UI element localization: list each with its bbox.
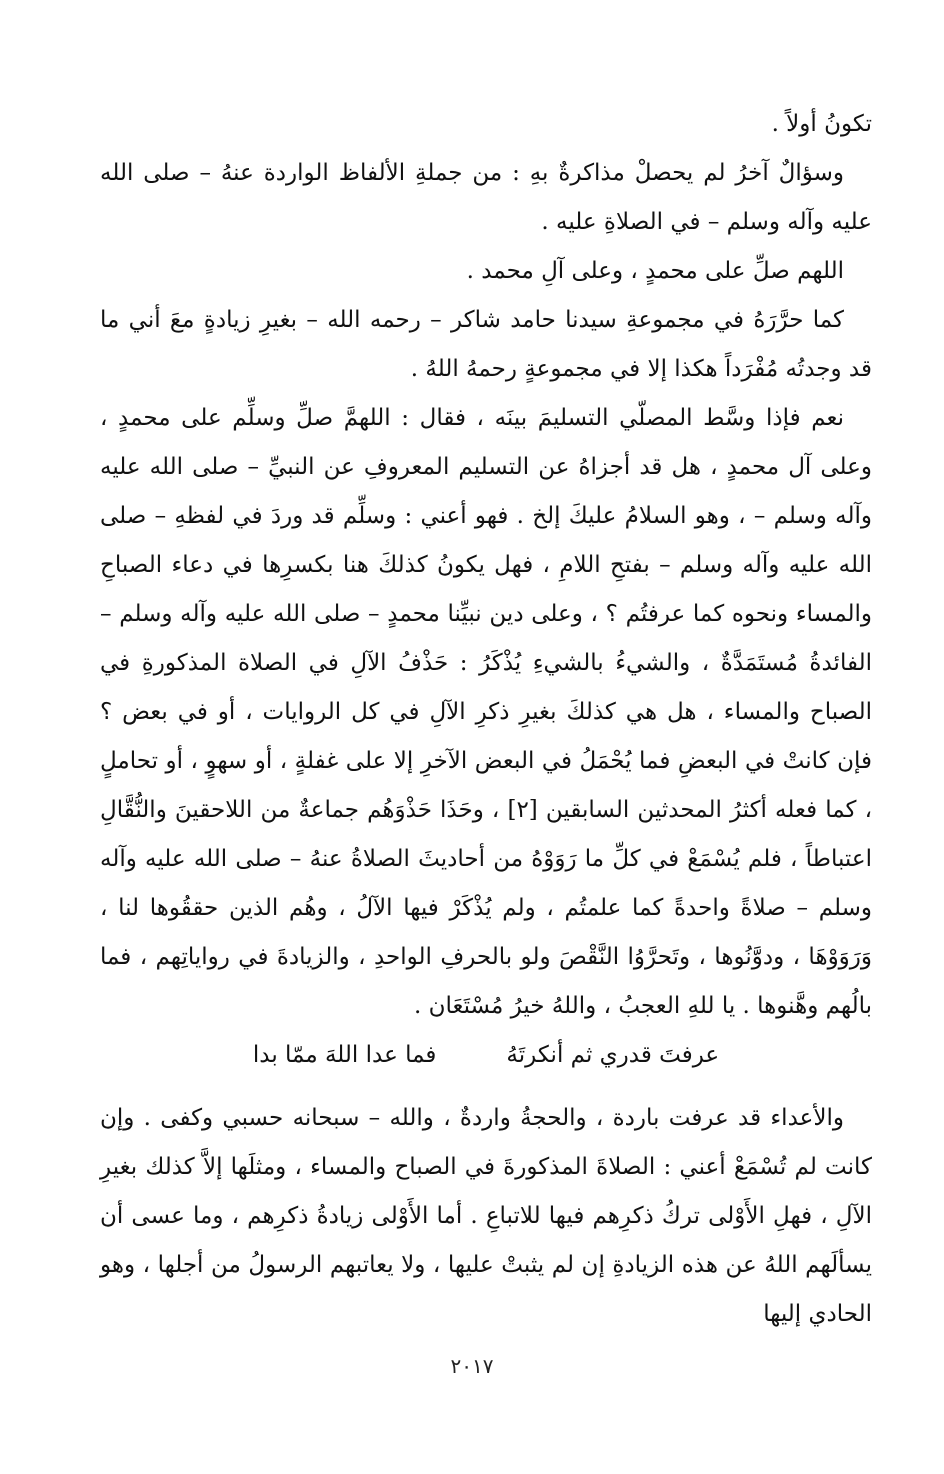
paragraph: والأعداء قد عرفت باردة ، والحجةُ واردةٌ ، والله – سبحانه حسبي وكفى . وإن كانت لم تُسْمَعْ أعني : الصلاةَ المذكورةَ في الصباح والمساء ، ومثلَها إلاَّ كذلك بغيرِ الآلِ ، فهلِ الأَوْلى تركُ ذكرِهم فيها للاتباعِ . أما الأَوْلى زيادةُ ذكرِهم ، وما عسى أن يسألَهم اللهُ عن هذه الزيادةِ إن لم يثبتْ عليها ، ولا يعاتبهم الرسولُ من أجلها ، وهو الحادي إليها: [100, 1105, 872, 1327]
verse-hemistich-left: فما عدا اللهَ ممّا بدا: [252, 1042, 437, 1068]
paragraph: نعم فإذا وسَّط المصلّي التسليمَ بينَه ، فقال : اللهمَّ صلِّ وسلِّم على محمدٍ ، وعلى آل محمدٍ ، هل قد أجزاهُ عن التسليم المعروفِ عن النبيِّ – صلى الله عليه وآله وسلم – ، وهو السلامُ عليكَ إلخ . فهو أعني : وسلِّم قد وردَ في لفظهِ – صلى الله عليه وآله وسلم – بفتحِ اللامِ ، فهل يكونُ كذلكَ هنا بكسرِها في دعاء الصباحِ والمساء ونحوه كما عرفتُم ؟ ، وعلى دين نبيِّنا محمدٍ – صلى الله عليه وآله وسلم – الفائدةُ مُستَمَدَّةٌ ، والشيءُ بالشيءِ يُذْكَرُ : حَذْفُ الآلِ في الصلاة المذكورةِ في الصباح والمساء ، هل هي كذلكَ بغيرِ ذكرِ الآلِ في كل الروايات ، أو في بعض ؟ فإن كانتْ في البعضِ فما يُحْمَلُ في البعض الآخرِ إلا على غفلةٍ ، أو سهوٍ ، أو تحاملٍ ، كما فعله أكثرُ المحدثين السابقين [٢] ، وحَذَا حَذْوَهُم جماعةٌ من اللاحقينَ والنُّقَّالِ اعتباطاً ، فلم يُسْمَعْ في كلِّ ما رَوَوْهُ من أحاديثَ الصلاةُ عنهُ – صلى الله عليه وآله وسلم – صلاةً واحدةً كما علمتُم ، ولم يُذْكَرْ فيها الآلُ ، وهُم الذين حققُوها لنا ، وَرَوَوْهَا ، ودوَّنُوها ، وتَحرَّوُا النَّقْصَ ولو بالحرفِ الواحدِ ، والزيادةَ في رواياتِهم ، فما بالُهم وهَّنوها . يا للهِ العجبُ ، واللهُ خيرُ مُسْتَعَان .: [100, 405, 872, 1019]
paragraph: تكونُ أولاً .: [771, 111, 872, 137]
verse-hemistich-right: عرفتَ قدري ثم أنكرتَهُ: [506, 1042, 720, 1068]
body-text: [100, 100, 872, 1339]
paragraph: وسؤالٌ آخرُ لم يحصلْ مذاكرةٌ بهِ : من جملةِ الألفاظ الواردة عنهُ – صلى الله عليه وآله وسلم – في الصلاةِ عليه .: [100, 160, 872, 235]
paragraph: كما حرَّرَهُ في مجموعةِ سيدنا حامد شاكر – رحمه الله – بغيرِ زيادةٍ معَ أني ما قد وجدتُه مُفْرَداً هكذا إلا في مجموعةٍ رحمهُ اللهُ .: [100, 307, 872, 382]
paragraph: اللهم صلِّ على محمدٍ ، وعلى آلِ محمد .: [466, 258, 844, 284]
poetry-verse: [100, 1031, 872, 1080]
page-number: ٢٠١٧: [450, 1354, 494, 1378]
